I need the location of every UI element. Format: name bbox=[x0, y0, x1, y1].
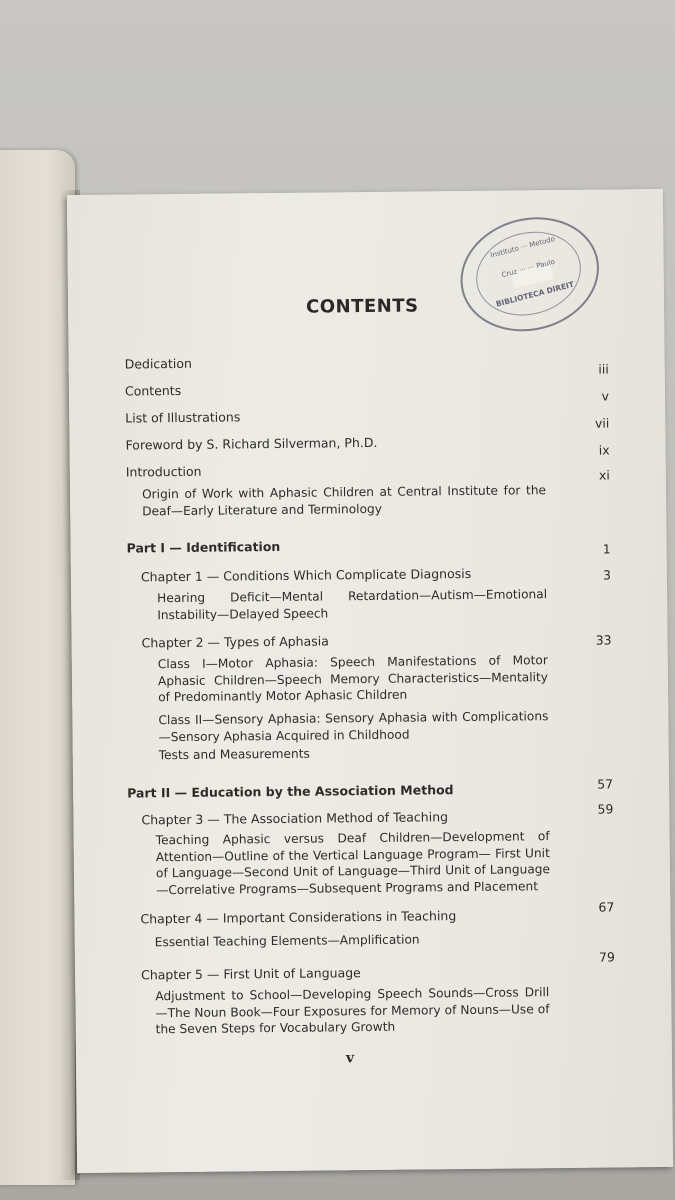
toc-part-1-page: 1 bbox=[602, 541, 611, 557]
toc-chapter-4: Chapter 4 — Important Considerations in Teaching bbox=[140, 908, 457, 927]
toc-introduction-page: xi bbox=[598, 467, 610, 483]
page-folio: v bbox=[345, 1050, 355, 1067]
toc-illustrations-page: vii bbox=[594, 415, 610, 431]
toc-part-2: Part II — Education by the Association Method bbox=[127, 782, 454, 801]
toc-contents-page: v bbox=[601, 388, 610, 404]
book-page bbox=[67, 189, 673, 1173]
toc-contents: Contents bbox=[124, 382, 182, 399]
toc-introduction: Introduction bbox=[125, 463, 202, 480]
toc-part-1: Part I — Identification bbox=[126, 538, 281, 556]
stamp-line-1: Instituto ··· Metodo bbox=[489, 234, 556, 260]
toc-chapter-5: Chapter 5 — First Unit of Language bbox=[140, 965, 361, 983]
toc-chapter-2-desc-1: Class I—Motor Aphasia: Speech Manifestations of Motor Aphasic Children—Speech Memory Characteristics—Mentality of Predominantly Motor Aphasic Children bbox=[157, 653, 549, 705]
toc-chapter-2-page: 33 bbox=[595, 632, 612, 648]
toc-dedication: Dedication bbox=[124, 355, 192, 372]
toc-chapter-2: Chapter 2 — Types of Aphasia bbox=[141, 633, 329, 651]
toc-chapter-3: Chapter 3 — The Association Method of Teaching bbox=[141, 809, 449, 828]
toc-chapter-5-page: 79 bbox=[598, 949, 615, 965]
stamp-line-3: BIBLIOTECA DIREIT bbox=[494, 279, 575, 309]
toc-chapter-1-desc: Hearing Deficit—Mental Retardation—Autism—Emotional Instability—Delayed Speech bbox=[157, 587, 548, 622]
toc-foreword: Foreword by S. Richard Silverman, Ph.D. bbox=[125, 434, 378, 453]
toc-dedication-page: iii bbox=[598, 361, 609, 377]
toc-chapter-3-desc: Teaching Aphasic versus Deaf Children—Development of Attention—Outline of the Vertical Language Program— First Unit of Language—Second Unit of Language—Third Unit of Language—Correlative Programs—Subsequent Programs and Placement bbox=[155, 829, 551, 897]
toc-introduction-desc: Origin of Work with Aphasic Children at Central Institute for the Deaf—Early Literature and Terminology bbox=[141, 483, 547, 518]
stamp-line-2: Cruz ··· ··· Paulo bbox=[500, 257, 556, 280]
toc-part-2-page: 57 bbox=[597, 776, 614, 792]
toc-foreword-page: ix bbox=[598, 442, 610, 458]
toc-chapter-5-desc: Adjustment to School—Developing Speech Sounds—Cross Drill—The Noun Book—Four Exposures for Memory of Nouns—Use of the Seven Steps for Vocabulary Growth bbox=[155, 985, 550, 1037]
toc-chapter-1-page: 3 bbox=[602, 567, 611, 583]
toc-chapter-4-page: 67 bbox=[598, 899, 615, 915]
toc-chapter-4-desc: Essential Teaching Elements—Amplification bbox=[154, 932, 420, 950]
page-title: CONTENTS bbox=[305, 295, 419, 318]
library-stamp bbox=[448, 202, 612, 346]
toc-illustrations: List of Illustrations bbox=[125, 409, 241, 426]
toc-chapter-1: Chapter 1 — Conditions Which Complicate Diagnosis bbox=[140, 565, 472, 585]
toc-chapter-3-page: 59 bbox=[597, 801, 614, 817]
toc-chapter-2-desc-3: Tests and Measurements bbox=[158, 746, 310, 763]
toc-chapter-2-desc-2: Class II—Sensory Aphasia: Sensory Aphasia with Complications—Sensory Aphasia Acquired in Childhood bbox=[158, 709, 549, 744]
